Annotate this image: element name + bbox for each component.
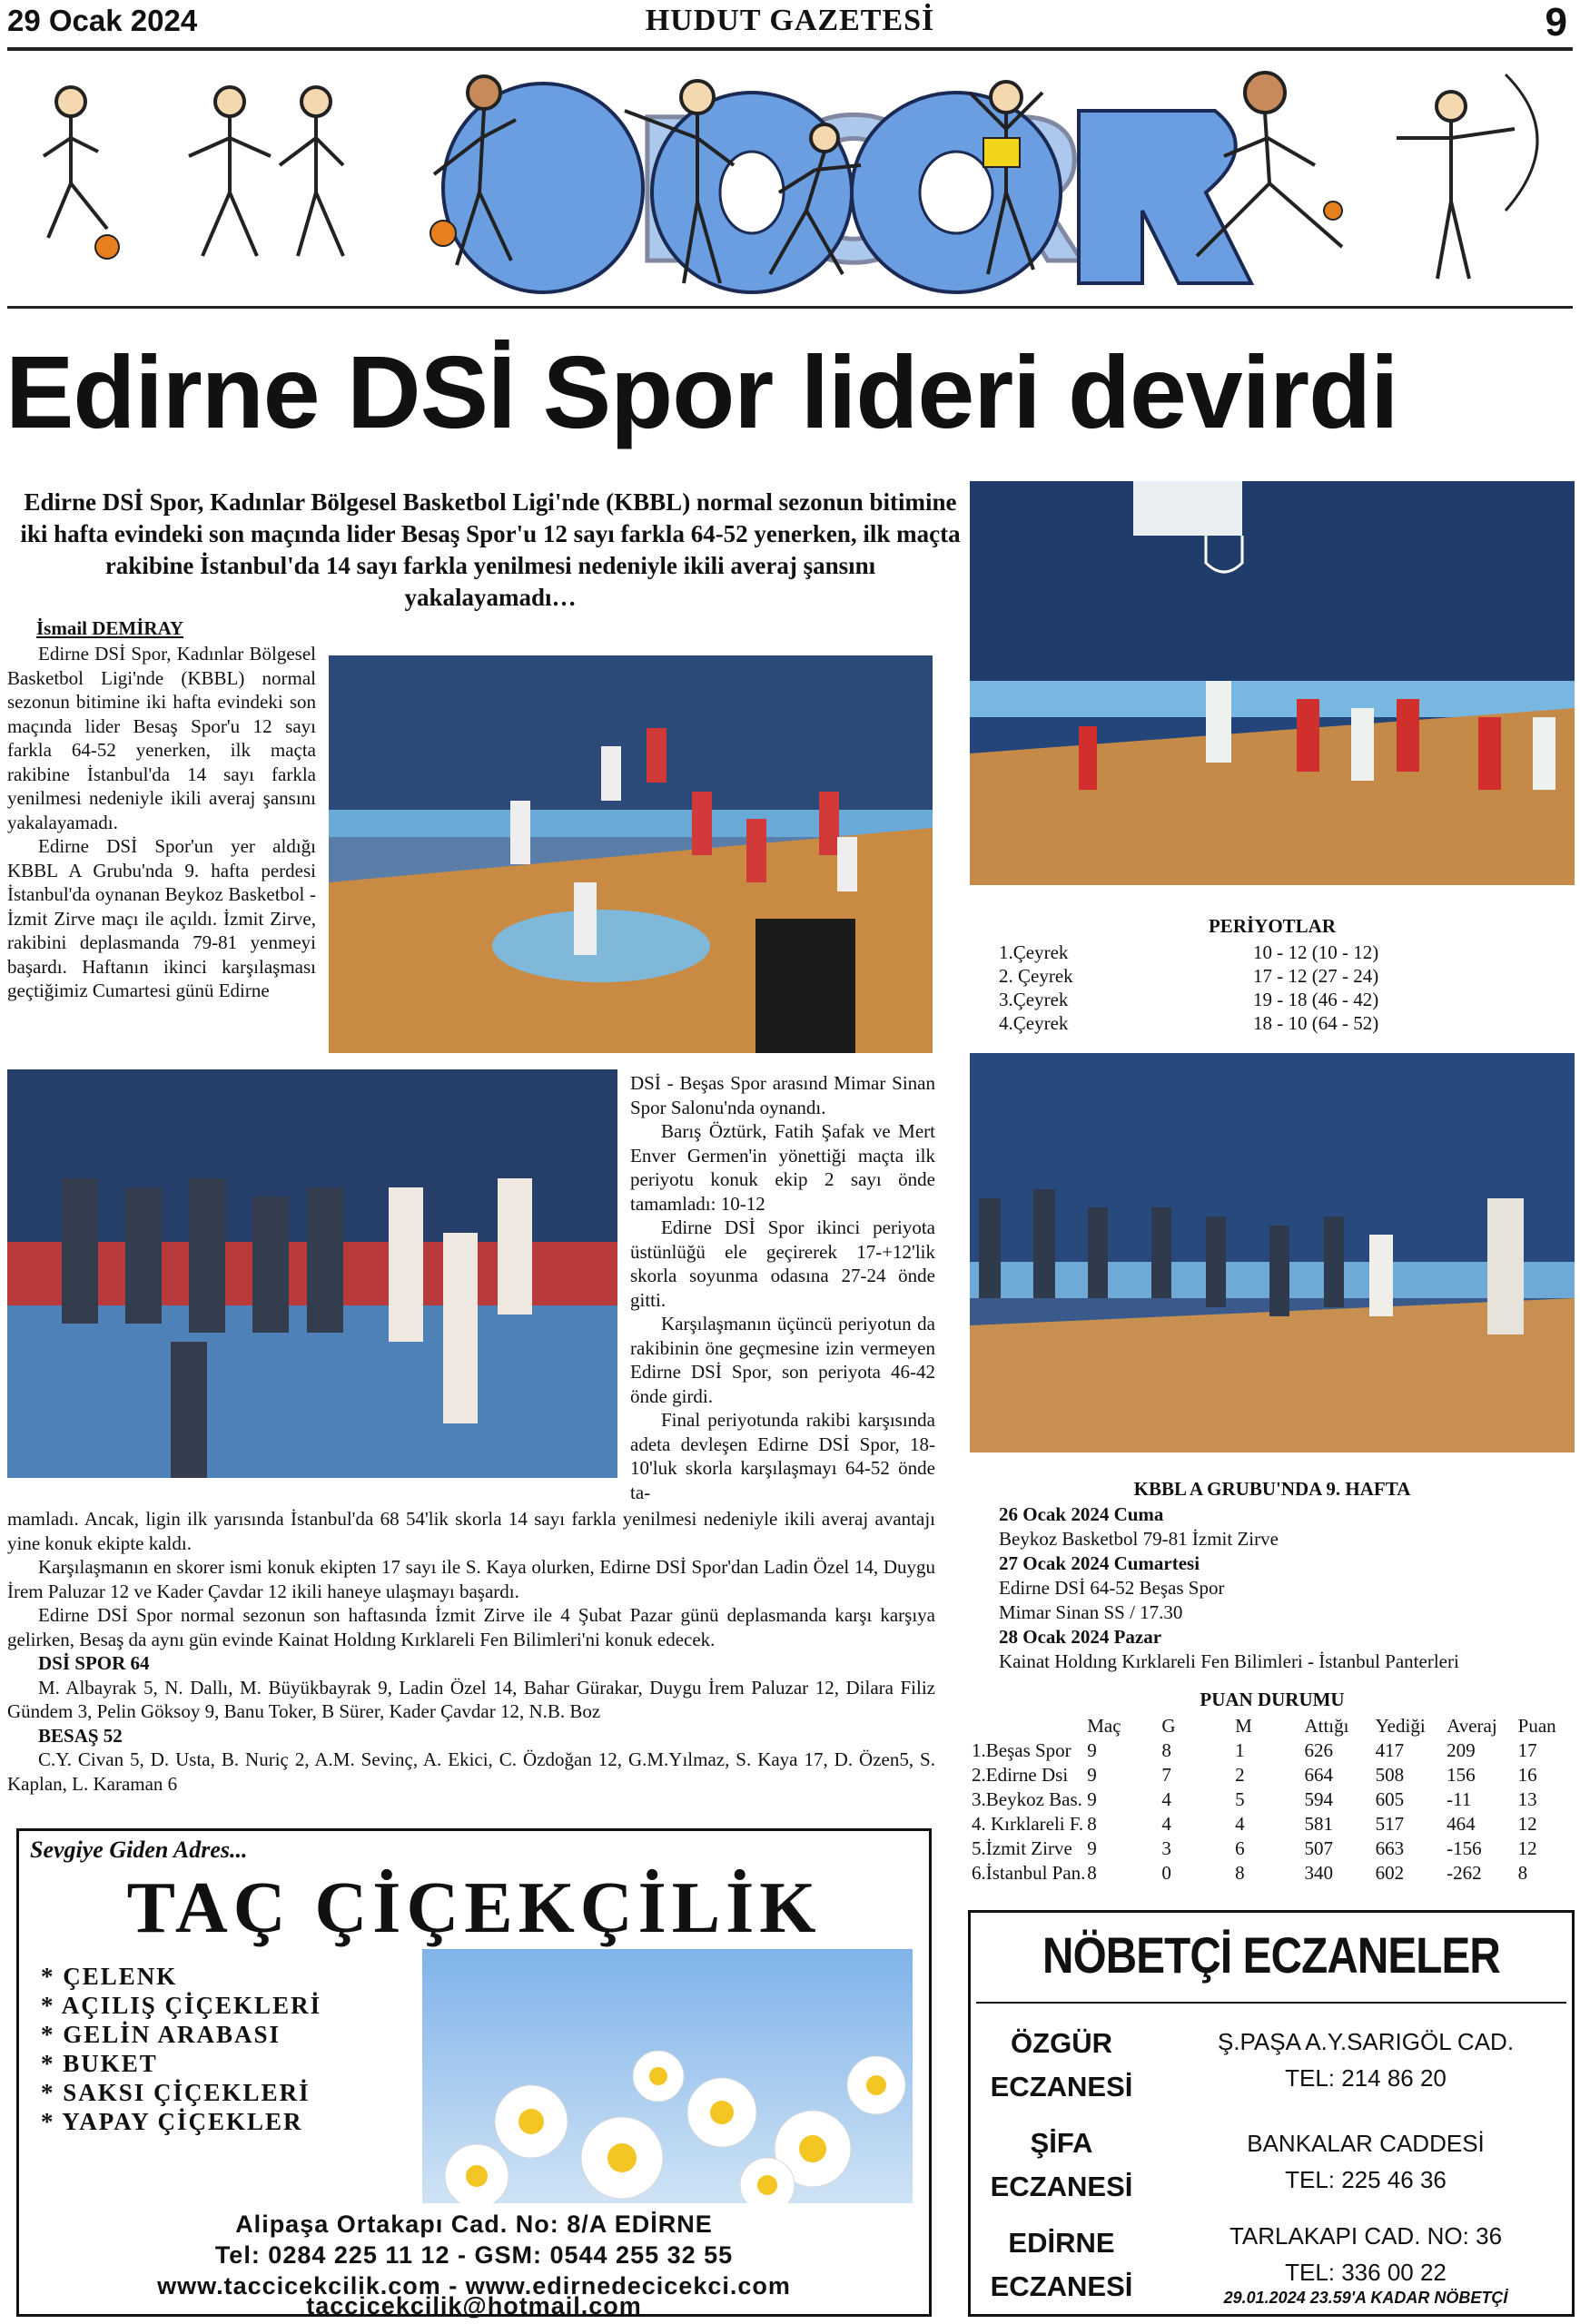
period-score: 10 - 12 (10 - 12) (1253, 941, 1379, 963)
standings-cell: 9 (1087, 1837, 1097, 1859)
standings-header: Averaj (1447, 1715, 1497, 1737)
standings-cell: -11 (1447, 1788, 1472, 1810)
standings-header-row (972, 1714, 1580, 1738)
author-byline: İsmail DEMİRAY (36, 617, 183, 639)
ad-email-link[interactable]: taccicekcilik@hotmail.com (306, 2292, 642, 2319)
article-column-1 (7, 642, 316, 1003)
pharmacy-details (1170, 2125, 1561, 2198)
sport-figures-illustration (7, 56, 1573, 301)
article-paragraph: DSİ - Beşas Spor arasınd Mimar Sinan Spor Salonu'nda oynandı. (630, 1072, 935, 1118)
pharmacy-details (1170, 2218, 1561, 2290)
standings-cell: 340 (1304, 1862, 1333, 1884)
fixture-date: 28 Ocak 2024 Pazar (999, 1626, 1162, 1648)
pharmacy-duty-note: 29.01.2024 23.59'A KADAR NÖBETÇİ (1223, 2289, 1508, 2307)
pharmacy-phone: TEL: 225 46 36 (1285, 2166, 1447, 2193)
match-photo-2 (970, 481, 1575, 885)
standings-header: Yediği (1375, 1715, 1426, 1737)
team-2-title: BESAŞ 52 (38, 1724, 123, 1747)
pharmacy-details (1170, 2024, 1561, 2096)
issue-date: 29 Ocak 2024 (7, 4, 198, 37)
period-score: 18 - 10 (64 - 52) (1253, 1012, 1379, 1034)
standings-row (972, 1738, 1580, 1763)
ad-slogan: Sevgiye Giden Adres... (30, 1837, 248, 1863)
standings-cell: 8 (1087, 1862, 1097, 1884)
standings-cell: 3.Beykoz Bas. (972, 1788, 1082, 1810)
daisy-photo (422, 1949, 913, 2203)
ad-service-item: * BUKET (41, 2050, 158, 2077)
standings-cell: 7 (1161, 1764, 1171, 1786)
standings-cell: 9 (1087, 1739, 1097, 1761)
standings-cell: 581 (1304, 1813, 1333, 1835)
pharmacy-name-line: ŞİFA (1030, 2127, 1093, 2159)
standings-cell: 605 (1375, 1788, 1405, 1810)
standings-cell: 1 (1235, 1739, 1245, 1761)
ad-service-item: * GELİN ARABASI (41, 2021, 281, 2048)
standings-cell: -262 (1447, 1862, 1482, 1884)
pharmacy-name-line: EDİRNE (1008, 2227, 1115, 2259)
period-row (999, 964, 1453, 988)
article-paragraph: Edirne DSİ Spor, Kadınlar Bölgesel Basketbol Ligi'nde (KBBL) normal sezonun bitimine iki hafta evindeki son maçında lider Besaş Spor'u 12 sayı farkla 64-52 yenerken, ilk maçta rakibine İstanbul'da 14 sayı farkla yenilmesi nedeniyle ikili averaj şansını yakalayamadı. (7, 643, 316, 833)
standings-header: M (1235, 1715, 1252, 1737)
standings-cell: 417 (1375, 1739, 1405, 1761)
team-1-title: DSİ SPOR 64 (38, 1652, 150, 1674)
fixtures-list (999, 1502, 1571, 1674)
pharmacy-name-line: ECZANESİ (990, 2071, 1133, 2102)
period-score: 19 - 18 (46 - 42) (1253, 989, 1379, 1010)
ad-service-item: * YAPAY ÇİÇEKLER (41, 2108, 303, 2135)
standings-cell: 4 (1161, 1813, 1171, 1835)
standings-header: Puan (1517, 1715, 1556, 1737)
standings-cell: 664 (1304, 1764, 1333, 1786)
standings-cell: 16 (1517, 1764, 1537, 1786)
pharmacy-address: TARLAKAPI CAD. NO: 36 (1229, 2222, 1503, 2250)
period-label: 3.Çeyrek (999, 989, 1069, 1010)
article-paragraph: Karşılaşmanın üçüncü periyotun da rakibinin öne geçmesine izin vermeyen Edirne DSİ Spor, son periyota 46-42 önde girdi. (630, 1313, 935, 1407)
standings-cell: 13 (1517, 1788, 1537, 1810)
ad-phone: Tel: 0284 225 11 12 - GSM: 0544 255 32 55 (214, 2241, 734, 2269)
standings-row (972, 1763, 1580, 1787)
match-photo-4 (970, 1053, 1575, 1452)
pharmacy-name-line: ECZANESİ (990, 2171, 1133, 2202)
pharmacy-title: NÖBETÇİ ECZANELER (1042, 1926, 1500, 1984)
article-paragraph: mamladı. Ancak, ligin ilk yarısında İstanbul'da 68 54'lik skorla 14 sayı farkla yenilmesi nedeniyle ikili averaj avantajı yine konuk ekipte kaldı. (7, 1508, 935, 1554)
pharmacy-name-line: ÖZGÜR (1011, 2027, 1112, 2059)
standings-row (972, 1861, 1580, 1886)
ad-service-item: * ÇELENK (41, 1963, 178, 1990)
standings-row (972, 1812, 1580, 1837)
standings-cell: 4 (1161, 1788, 1171, 1810)
match-photo-1 (329, 655, 933, 1053)
standings-cell: 507 (1304, 1837, 1333, 1859)
article-paragraph: Karşılaşmanın en skorer ismi konuk ekipten 17 sayı ile S. Kaya olurken, Edirne DSİ Spor'dan Ladin Özel 14, Duygu İrem Paluzar 12 ve Kader Çavdar 12 ikili haneye ulaşmayı başardı. (7, 1556, 935, 1602)
period-row (999, 940, 1453, 964)
standings-header: G (1161, 1715, 1176, 1737)
standings-header: Attığı (1304, 1715, 1349, 1737)
standings-cell: 5 (1235, 1788, 1245, 1810)
article-paragraph: Edirne DSİ Spor ikinci periyota üstünlüğü ele geçirerek 17-+12'lik skorla soyunma odasına 27-24 önde gitti. (630, 1216, 935, 1311)
standings-cell: 3 (1161, 1837, 1171, 1859)
standings-header (972, 1714, 1087, 1738)
ad-website-link[interactable]: www.taccicekcilik.com - www.edirnedecicekci.com (157, 2272, 791, 2299)
banner-rule (7, 306, 1573, 309)
article-paragraph: Final periyotunda rakibi karşısında adeta devleşen Edirne DSİ Spor, 18-10'luk skorla karşılaşmayı 64-52 önde ta- (630, 1409, 935, 1503)
standings-title: PUAN DURUMU (1200, 1689, 1345, 1710)
ad-service-item: * SAKSI ÇİÇEKLERİ (41, 2079, 311, 2106)
periods-title: PERİYOTLAR (1208, 915, 1337, 937)
standings-cell: 209 (1447, 1739, 1476, 1761)
standings-cell: 156 (1447, 1764, 1476, 1786)
standings-cell: 1.Beşas Spor (972, 1739, 1071, 1761)
fixtures-title: KBBL A GRUBU'NDA 9. HAFTA (1133, 1478, 1411, 1500)
team-1-roster: M. Albayrak 5, N. Dallı, M. Büyükbayrak 9, Ladin Özel 14, Bahar Gürakar, Duygu İrem Paluzar 12, Dilara Filiz Gündem 3, Pelin Göksoy 9, Banu Toker, B Sürer, Kader Çavdar 12, N.B. Boz (7, 1676, 935, 1722)
standings-cell: 464 (1447, 1813, 1476, 1835)
pharmacy-address: Ş.PAŞA A.Y.SARIGÖL CAD. (1217, 2028, 1515, 2055)
pharmacy-box (968, 1910, 1575, 2317)
standings-cell: 6.İstanbul Pan. (972, 1862, 1086, 1884)
pharmacy-name (989, 2122, 1134, 2209)
standings-table (972, 1714, 1580, 1886)
standings-cell: 626 (1304, 1739, 1333, 1761)
sport-banner (7, 56, 1573, 301)
ad-shop-name: TAÇ ÇİÇEKÇİLİK (126, 1868, 822, 1948)
pharmacy-name (989, 2221, 1134, 2309)
article-column-2 (630, 1071, 935, 1504)
standings-cell: 602 (1375, 1862, 1405, 1884)
headline: Edirne DSİ Spor lideri devirdi (5, 335, 1398, 449)
standings-cell: 663 (1375, 1837, 1405, 1859)
ad-service-list (41, 1962, 422, 2136)
standings-cell: 9 (1087, 1788, 1097, 1810)
spot-text: Edirne DSİ Spor, Kadınlar Bölgesel Basketbol Ligi'nde (KBBL) normal sezonun bitimine iki hafta evindeki son maçında lider Besaş Spor'u 12 sayı farkla 64-52 yenerken, ilk maçta rakibine İstanbul'da 14 sayı farkla yenilmesi nedeniyle ikili averaj şansını yakalayamadı… (20, 488, 961, 611)
article-paragraph: Edirne DSİ Spor normal sezonun son haftasında İzmit Zirve ile 4 Şubat Pazar günü deplasmanda karşı karşıya gelirken, Besaş da aynı gün evinde Kainat Holdıng Kırklareli Fen Bilimleri'ni konuk edecek. (7, 1604, 935, 1650)
standings-cell: 8 (1087, 1813, 1097, 1835)
standings-cell: 17 (1517, 1739, 1537, 1761)
standings-cell: 8 (1517, 1862, 1528, 1884)
newspaper-name: HUDUT GAZETESİ (645, 4, 935, 37)
fixture-result: Edirne DSİ 64-52 Beşas Spor (999, 1577, 1225, 1599)
pharmacy-phone: TEL: 336 00 22 (1285, 2259, 1447, 2286)
standings-cell: -156 (1447, 1837, 1482, 1859)
article-continued (7, 1507, 935, 1796)
standings-cell: 508 (1375, 1764, 1405, 1786)
period-score: 17 - 12 (27 - 24) (1253, 965, 1379, 987)
article-paragraph: Edirne DSİ Spor'un yer aldığı KBBL A Grubu'nda 9. hafta perdesi İstanbul'da oynanan Beykoz Basketbol - İzmit Zirve maçı ile açıldı. İzmit Zirve, rakibini deplasmanda 79-81 yenmeyi başardı. Haftanın ikinci karşılaşması geçtiğimiz Cumartesi günü Edirne (7, 835, 316, 1001)
fixture-result: Beykoz Basketbol 79-81 İzmit Zirve (999, 1528, 1279, 1550)
fixture-date: 26 Ocak 2024 Cuma (999, 1503, 1164, 1525)
standings-header: Maç (1087, 1715, 1121, 1737)
standings-cell: 4 (1235, 1813, 1245, 1835)
period-label: 1.Çeyrek (999, 941, 1069, 963)
periods-table (999, 940, 1453, 1035)
fixture-result: Kainat Holdıng Kırklareli Fen Bilimleri - İstanbul Panterleri (999, 1650, 1459, 1672)
standings-row (972, 1787, 1580, 1812)
standings-cell: 594 (1304, 1788, 1333, 1810)
period-row (999, 1011, 1453, 1035)
standings-cell: 0 (1161, 1862, 1171, 1884)
standings-row (972, 1837, 1580, 1861)
standings-cell: 517 (1375, 1813, 1405, 1835)
standings-cell: 9 (1087, 1764, 1097, 1786)
ad-service-item: * AÇILIŞ ÇİÇEKLERİ (41, 1992, 322, 2019)
period-label: 2. Çeyrek (999, 965, 1073, 987)
standings-cell: 12 (1517, 1837, 1537, 1859)
pharmacy-name (989, 2022, 1134, 2109)
standings-cell: 8 (1235, 1862, 1245, 1884)
flower-shop-ad (16, 1828, 932, 2317)
standings-cell: 4. Kırklareli F. (972, 1813, 1084, 1835)
pharmacy-name-line: ECZANESİ (990, 2270, 1133, 2302)
standings-cell: 2 (1235, 1764, 1245, 1786)
standings-cell: 5.İzmit Zirve (972, 1837, 1072, 1859)
match-photo-3 (7, 1069, 617, 1478)
period-label: 4.Çeyrek (999, 1012, 1069, 1034)
fixture-venue: Mimar Sinan SS / 17.30 (999, 1601, 1183, 1623)
pharmacy-address: BANKALAR CADDESİ (1247, 2130, 1485, 2157)
standings-cell: 6 (1235, 1837, 1245, 1859)
ad-address: Alipaşa Ortakapı Cad. No: 8/A EDİRNE (235, 2211, 713, 2238)
standings-cell: 12 (1517, 1813, 1537, 1835)
pharmacy-phone: TEL: 214 86 20 (1285, 2064, 1447, 2092)
fixture-date: 27 Ocak 2024 Cumartesi (999, 1552, 1200, 1574)
header-rule (7, 47, 1573, 51)
page-number: 9 (1545, 0, 1567, 44)
team-2-roster: C.Y. Civan 5, D. Usta, B. Nuriç 2, A.M. Sevinç, A. Ekici, C. Özdoğan 12, G.M.Yılmaz, S. Kaya 17, D. Özen5, S. Kaplan, L. Karaman 6 (7, 1748, 935, 1795)
pharmacy-title-rule (976, 2002, 1566, 2004)
standings-cell: 2.Edirne Dsi (972, 1764, 1069, 1786)
standings-cell: 8 (1161, 1739, 1171, 1761)
period-row (999, 988, 1453, 1011)
article-paragraph: Barış Öztürk, Fatih Şafak ve Mert Enver Germen'in yönettiği maçta ilk periyotu konuk ekip 2 sayı önde tamamladı: 10-12 (630, 1120, 935, 1215)
